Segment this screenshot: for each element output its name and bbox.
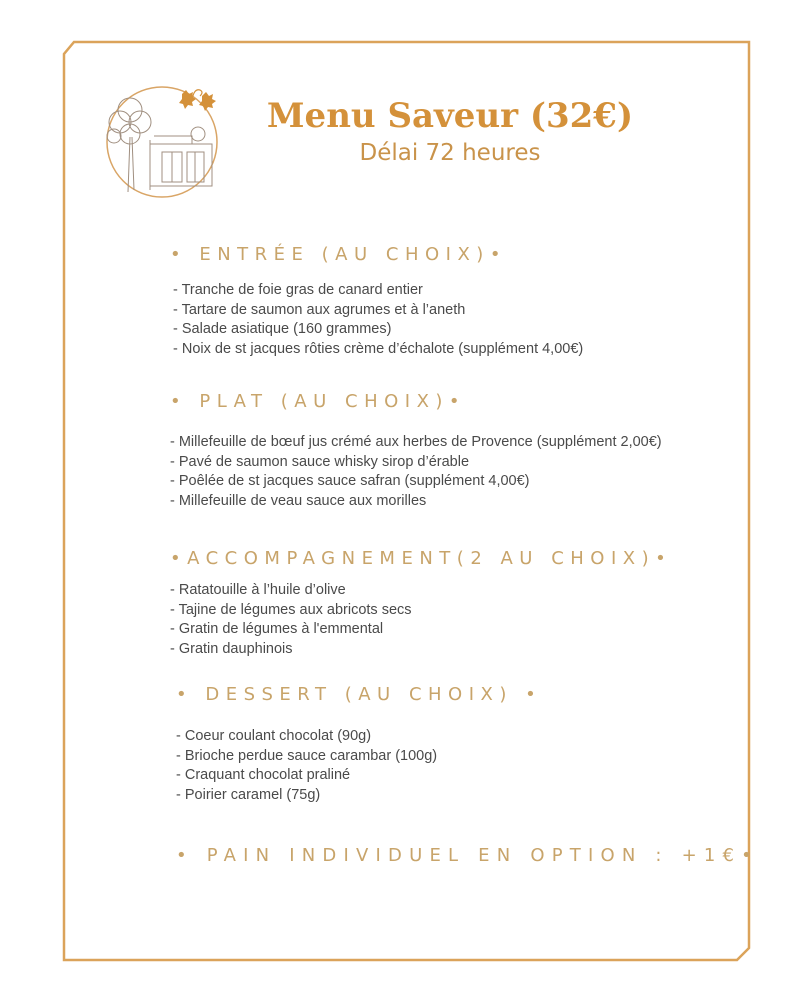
menu-title: Menu Saveur (32€) (266, 96, 634, 136)
section-heading: • PLAT (AU CHOIX)• (170, 391, 467, 412)
list-item: - Millefeuille de bœuf jus crémé aux herbes de Provence (supplément 2,00€) (170, 434, 662, 450)
list-item: - Brioche perdue sauce carambar (100g) (176, 747, 438, 764)
list-item: - Salade asiatique (160 grammes) (173, 321, 392, 337)
list-item: - Coeur coulant chocolat (90g) (176, 728, 372, 744)
list-item: - Poirier caramel (75g) (176, 786, 321, 803)
section-entree (170, 244, 583, 359)
list-item: - Noix de st jacques rôties crème d’échalote (supplément 4,00€) (173, 340, 584, 357)
section-plat (170, 391, 670, 511)
house-tree-vine-logo-icon (92, 82, 222, 202)
section-dessert (176, 684, 542, 805)
section-heading: • DESSERT (AU CHOIX) • (176, 684, 543, 705)
list-item: - Tajine de légumes aux abricots secs (170, 601, 412, 618)
list-item: - Poêlée de st jacques sauce safran (supplément 4,00€) (170, 473, 530, 489)
bread-option-note (176, 845, 759, 866)
section-accompagnement (170, 548, 672, 659)
section-heading: • ENTRÉE (AU CHOIX)• (170, 244, 507, 265)
section-heading: •ACCOMPAGNEMENT(2 AU CHOIX)• (170, 548, 673, 569)
item-list (170, 581, 672, 659)
list-item: - Ratatouille à l’huile d’olive (170, 582, 346, 598)
list-item: - Tranche de foie gras de canard entier (173, 282, 423, 298)
list-item: - Pavé de saumon sauce whisky sirop d’érable (170, 453, 470, 470)
menu-subtitle-delay: Délai 72 heures (359, 140, 541, 166)
item-list (170, 433, 670, 511)
list-item: - Gratin dauphinois (170, 640, 293, 657)
item-list (176, 727, 542, 805)
list-item: - Millefeuille de veau sauce aux morilles (170, 492, 427, 509)
list-item: - Craquant chocolat praliné (176, 767, 351, 783)
list-item: - Gratin de légumes à l'emmental (170, 621, 384, 637)
list-item: - Tartare de saumon aux agrumes et à l’aneth (173, 301, 466, 318)
bread-option-heading: • PAIN INDIVIDUEL EN OPTION : +1€• (176, 845, 760, 866)
item-list (173, 281, 583, 359)
